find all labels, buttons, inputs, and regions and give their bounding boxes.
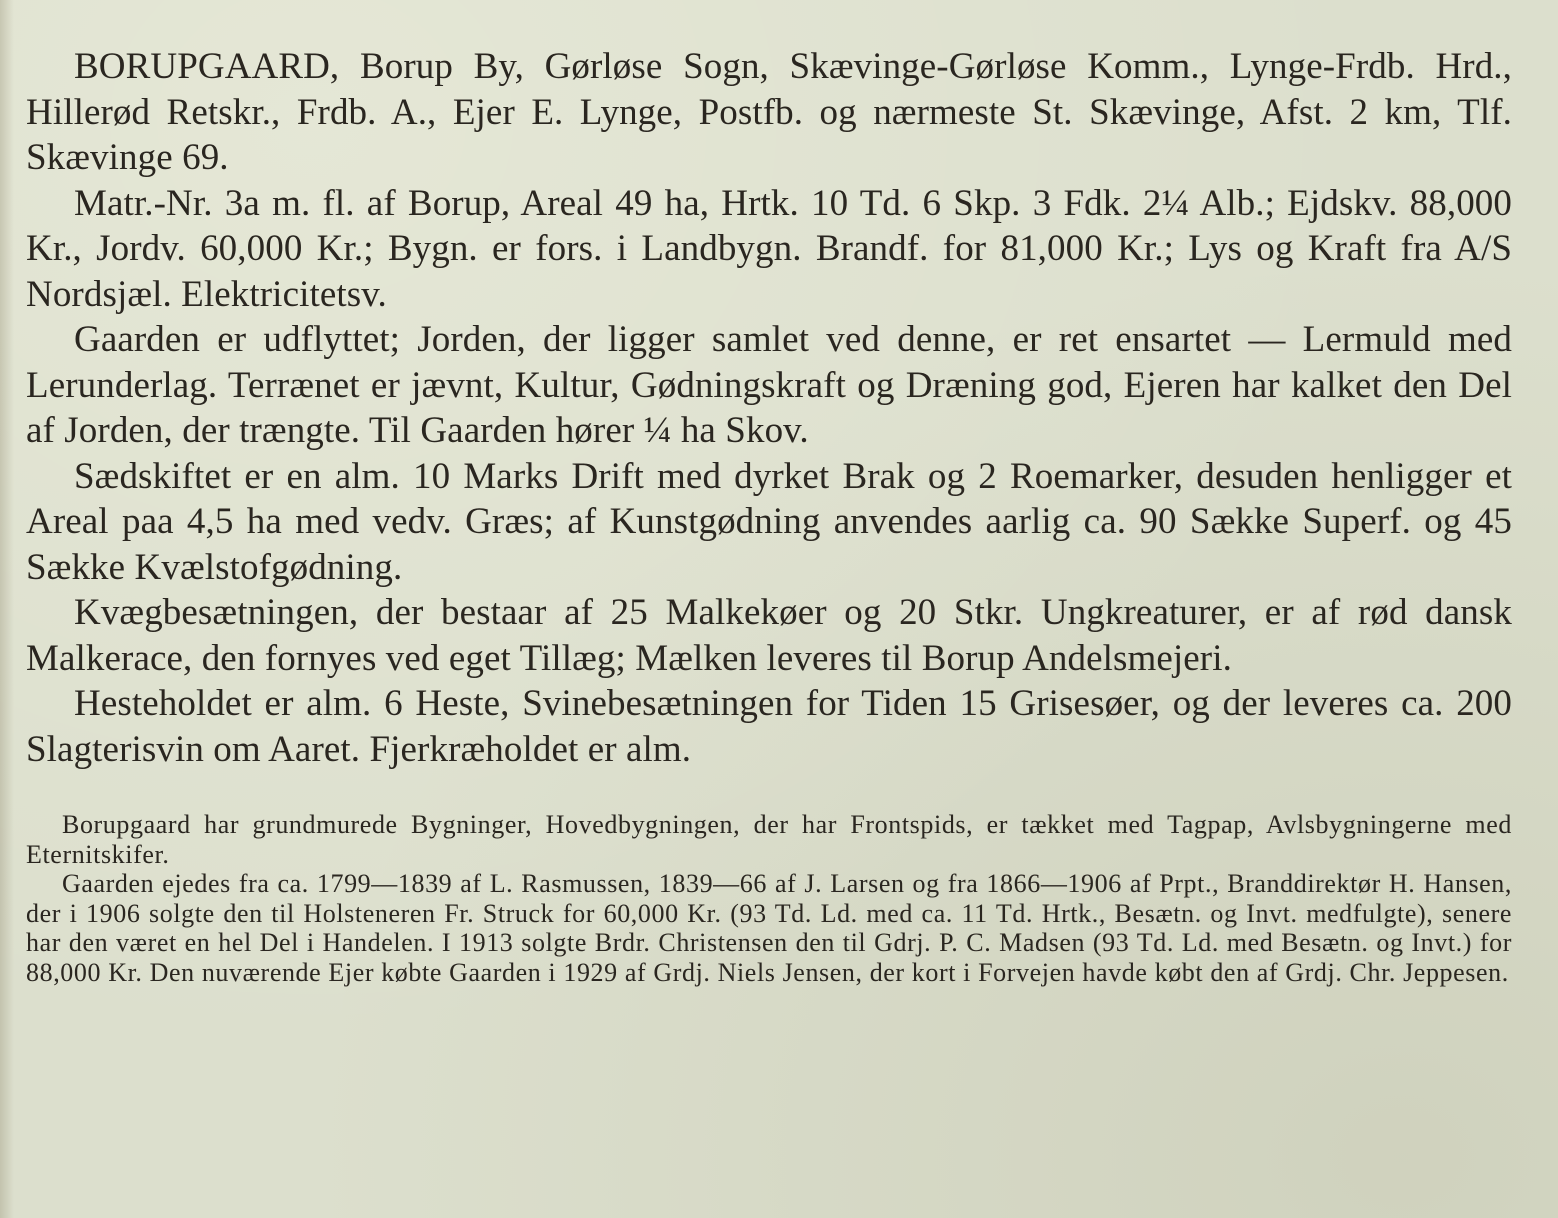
livestock-paragraph: Hesteholdet er alm. 6 Heste, Svinebesætningen for Tiden 15 Grisesøer, og der leveres ca. 200 Slagterisvin om Aaret. Fjerkræholdet er alm.: [26, 683, 1512, 770]
ownership-history-paragraph: Gaarden ejedes fra ca. 1799—1839 af L. Rasmussen, 1839—66 af J. Larsen og fra 1866—1906 af Prpt., Branddirektør H. Hansen, der i 1906 solgte den til Holsteneren Fr. Struck for 60,000 Kr. (93 Td. Ld. med ca. 11 Td. Hrtk., Besætn. og Invt. medfulgte), senere har den været en hel Del i Handelen. I 1913 solgte Brdr. Christensen den til Gdrj. P. C. Madsen (93 Td. Ld. med Besætn. og Invt.) for 88,000 Kr. Den nuværende Ejer købte Gaarden i 1929 af Grdj. Niels Jensen, der kort i Forvejen havde købt den af Grdj. Chr. Jeppesen.: [26, 869, 1512, 987]
soil-paragraph: Gaarden er udflyttet; Jorden, der ligger samlet ved denne, er ret ensartet — Lermuld med Lerunderlag. Terrænet er jævnt, Kultur, Gødningskraft og Dræning god, Ejeren har kalket den Del af Jorden, der trængte. Til Gaarden hører ¼ ha Skov.: [26, 319, 1512, 451]
text-column: [26, 44, 1512, 988]
farm-entry: [26, 44, 1512, 772]
property-details-paragraph: Matr.-Nr. 3a m. fl. af Borup, Areal 49 ha, Hrtk. 10 Td. 6 Skp. 3 Fdk. 2¼ Alb.; Ejdskv. 88,000 Kr., Jordv. 60,000 Kr.; Bygn. er fors. i Landbygn. Brandf. for 81,000 Kr.; Lys og Kraft fra A/S Nordsjæl. Elektricitetsv.: [26, 182, 1512, 315]
entry-heading-paragraph: BORUPGAARD, Borup By, Gørløse Sogn, Skævinge-Gørløse Komm., Lynge-Frdb. Hrd., Hillerød Retskr., Frdb. A., Ejer E. Lynge, Postfb. og nærmeste St. Skævinge, Afst. 2 km, Tlf. Skævinge 69.: [26, 46, 1512, 178]
farm-history: [26, 810, 1512, 988]
crop-rotation-paragraph: Sædskiftet er en alm. 10 Marks Drift med dyrket Brak og 2 Roemarker, desuden henligger et Areal paa 4,5 ha med vedv. Græs; af Kunstgødning anvendes aarlig ca. 90 Sække Superf. og 45 Sække Kvælstofgødning.: [26, 455, 1512, 588]
cattle-paragraph: Kvægbesætningen, der bestaar af 25 Malkekøer og 20 Stkr. Ungkreaturer, er af rød dansk Malkerace, den fornyes ved eget Tillæg; Mælken leveres til Borup Andelsmejeri.: [26, 592, 1512, 679]
page-edge-shadow: [0, 0, 14, 1218]
buildings-paragraph: Borupgaard har grundmurede Bygninger, Hovedbygningen, der har Frontspids, er tækket med Tagpap, Avlsbygningerne med Eternitskifer.: [26, 810, 1512, 869]
